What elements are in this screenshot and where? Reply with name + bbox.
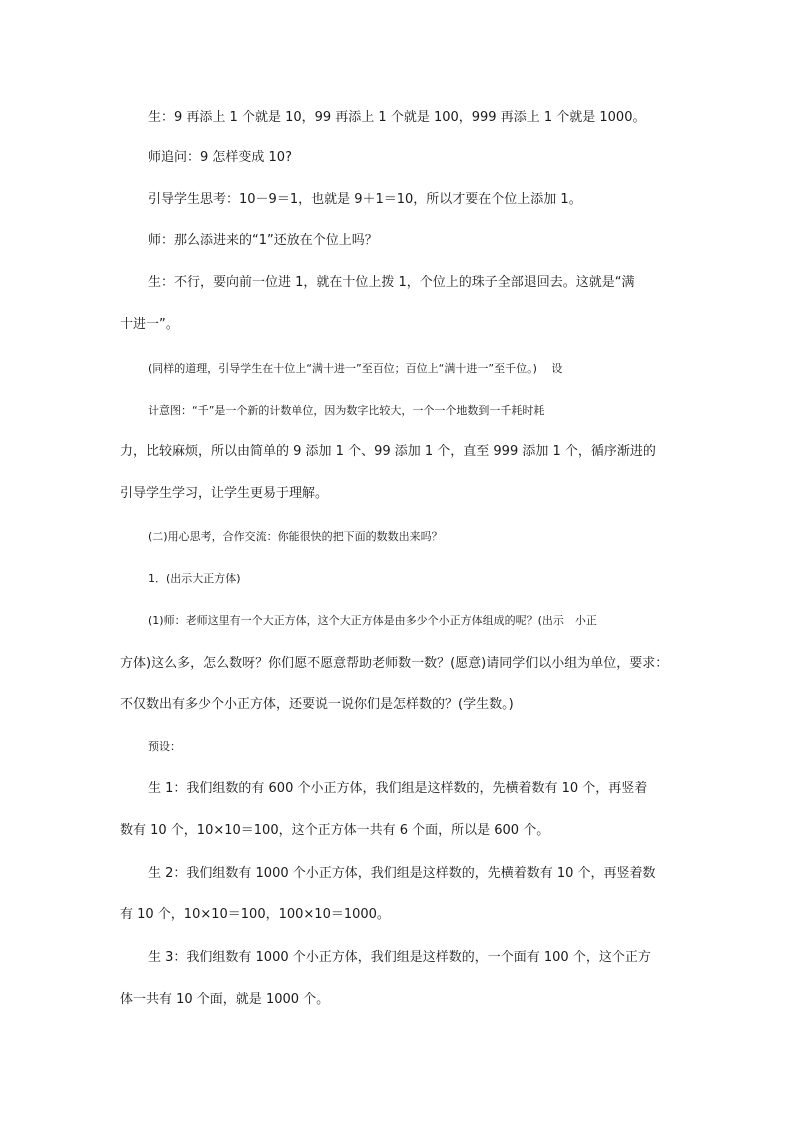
section-heading-think-cooperate: (二)用心思考，合作交流：你能很快的把下面的数数出来吗？ bbox=[148, 530, 443, 543]
paragraph-student-3: 生 3：我们组数有 1000 个小正方体，我们组是这样数的，一个面有 100 个，这个正方 bbox=[148, 950, 651, 965]
paragraph-teacher-question: 师：那么添进来的“1”还放在个位上吗？ bbox=[148, 233, 378, 248]
paragraph-guide-thinking: 引导学生思考：10－9＝1，也就是 9＋1＝10，所以才要在个位上添加 1。 bbox=[148, 192, 582, 207]
paragraph-teacher-cube-cont-2: 不仅数出有多少个小正方体，还要说一说你们是怎样数的？(学生数。) bbox=[120, 697, 514, 712]
paragraph-design-intent-cont-1: 力，比较麻烦，所以由简单的 9 添加 1 个、99 添加 1 个，直至 999 添加 1 个，循序渐进的 bbox=[120, 444, 656, 459]
paragraph-student-2-cont: 有 10 个，10×10＝100，100×10＝1000。 bbox=[120, 907, 390, 922]
paragraph-student-3-cont: 体一共有 10 个面，就是 1000 个。 bbox=[120, 992, 330, 1007]
paragraph-design-intent-cont-2: 引导学生学习，让学生更易于理解。 bbox=[120, 486, 329, 501]
paragraph-student-1: 生 1：我们组数的有 600 个小正方体，我们组是这样数的，先横着数有 10 个，再竖着 bbox=[148, 781, 648, 796]
paragraph-student-answer-1000: 生：9 再添上 1 个就是 10，99 再添上 1 个就是 100，999 再添上 1 个就是 1000。 bbox=[148, 110, 646, 125]
paragraph-preset-label: 预设： bbox=[148, 740, 181, 753]
paragraph-same-principle: (同样的道理，引导学生在十位上“满十进一”至百位；百位上“满十进一”至千位。) 设 bbox=[148, 362, 563, 375]
paragraph-student-2: 生 2：我们组数有 1000 个小正方体，我们组是这样数的，先横着数有 10 个，再竖着数 bbox=[148, 866, 656, 881]
paragraph-teacher-cube-cont-1: 方体)这么多，怎么数呀？你们愿不愿意帮助老师数一数？(愿意)请同学们以小组为单位，要求： bbox=[120, 656, 669, 671]
paragraph-teacher-cube: (1)师：老师这里有一个大正方体，这个大正方体是由多少个小正方体组成的呢？(出示 小正 bbox=[148, 614, 597, 627]
paragraph-student-1-cont: 数有 10 个，10×10＝100，这个正方体一共有 6 个面，所以是 600 个。 bbox=[120, 823, 550, 838]
paragraph-design-intent: 计意图：“千”是一个新的计数单位，因为数字比较大，一个一个地数到一千耗时耗 bbox=[148, 404, 545, 417]
section-item-show-cube: 1．(出示大正方体) bbox=[148, 572, 241, 585]
paragraph-student-carry: 生：不行，要向前一位进 1，就在十位上拨 1，个位上的珠子全部退回去。这就是“满 bbox=[148, 275, 635, 290]
paragraph-teacher-followup: 师追问：9 怎样变成 10? bbox=[148, 150, 292, 165]
paragraph-student-carry-cont: 十进一”。 bbox=[120, 317, 179, 332]
